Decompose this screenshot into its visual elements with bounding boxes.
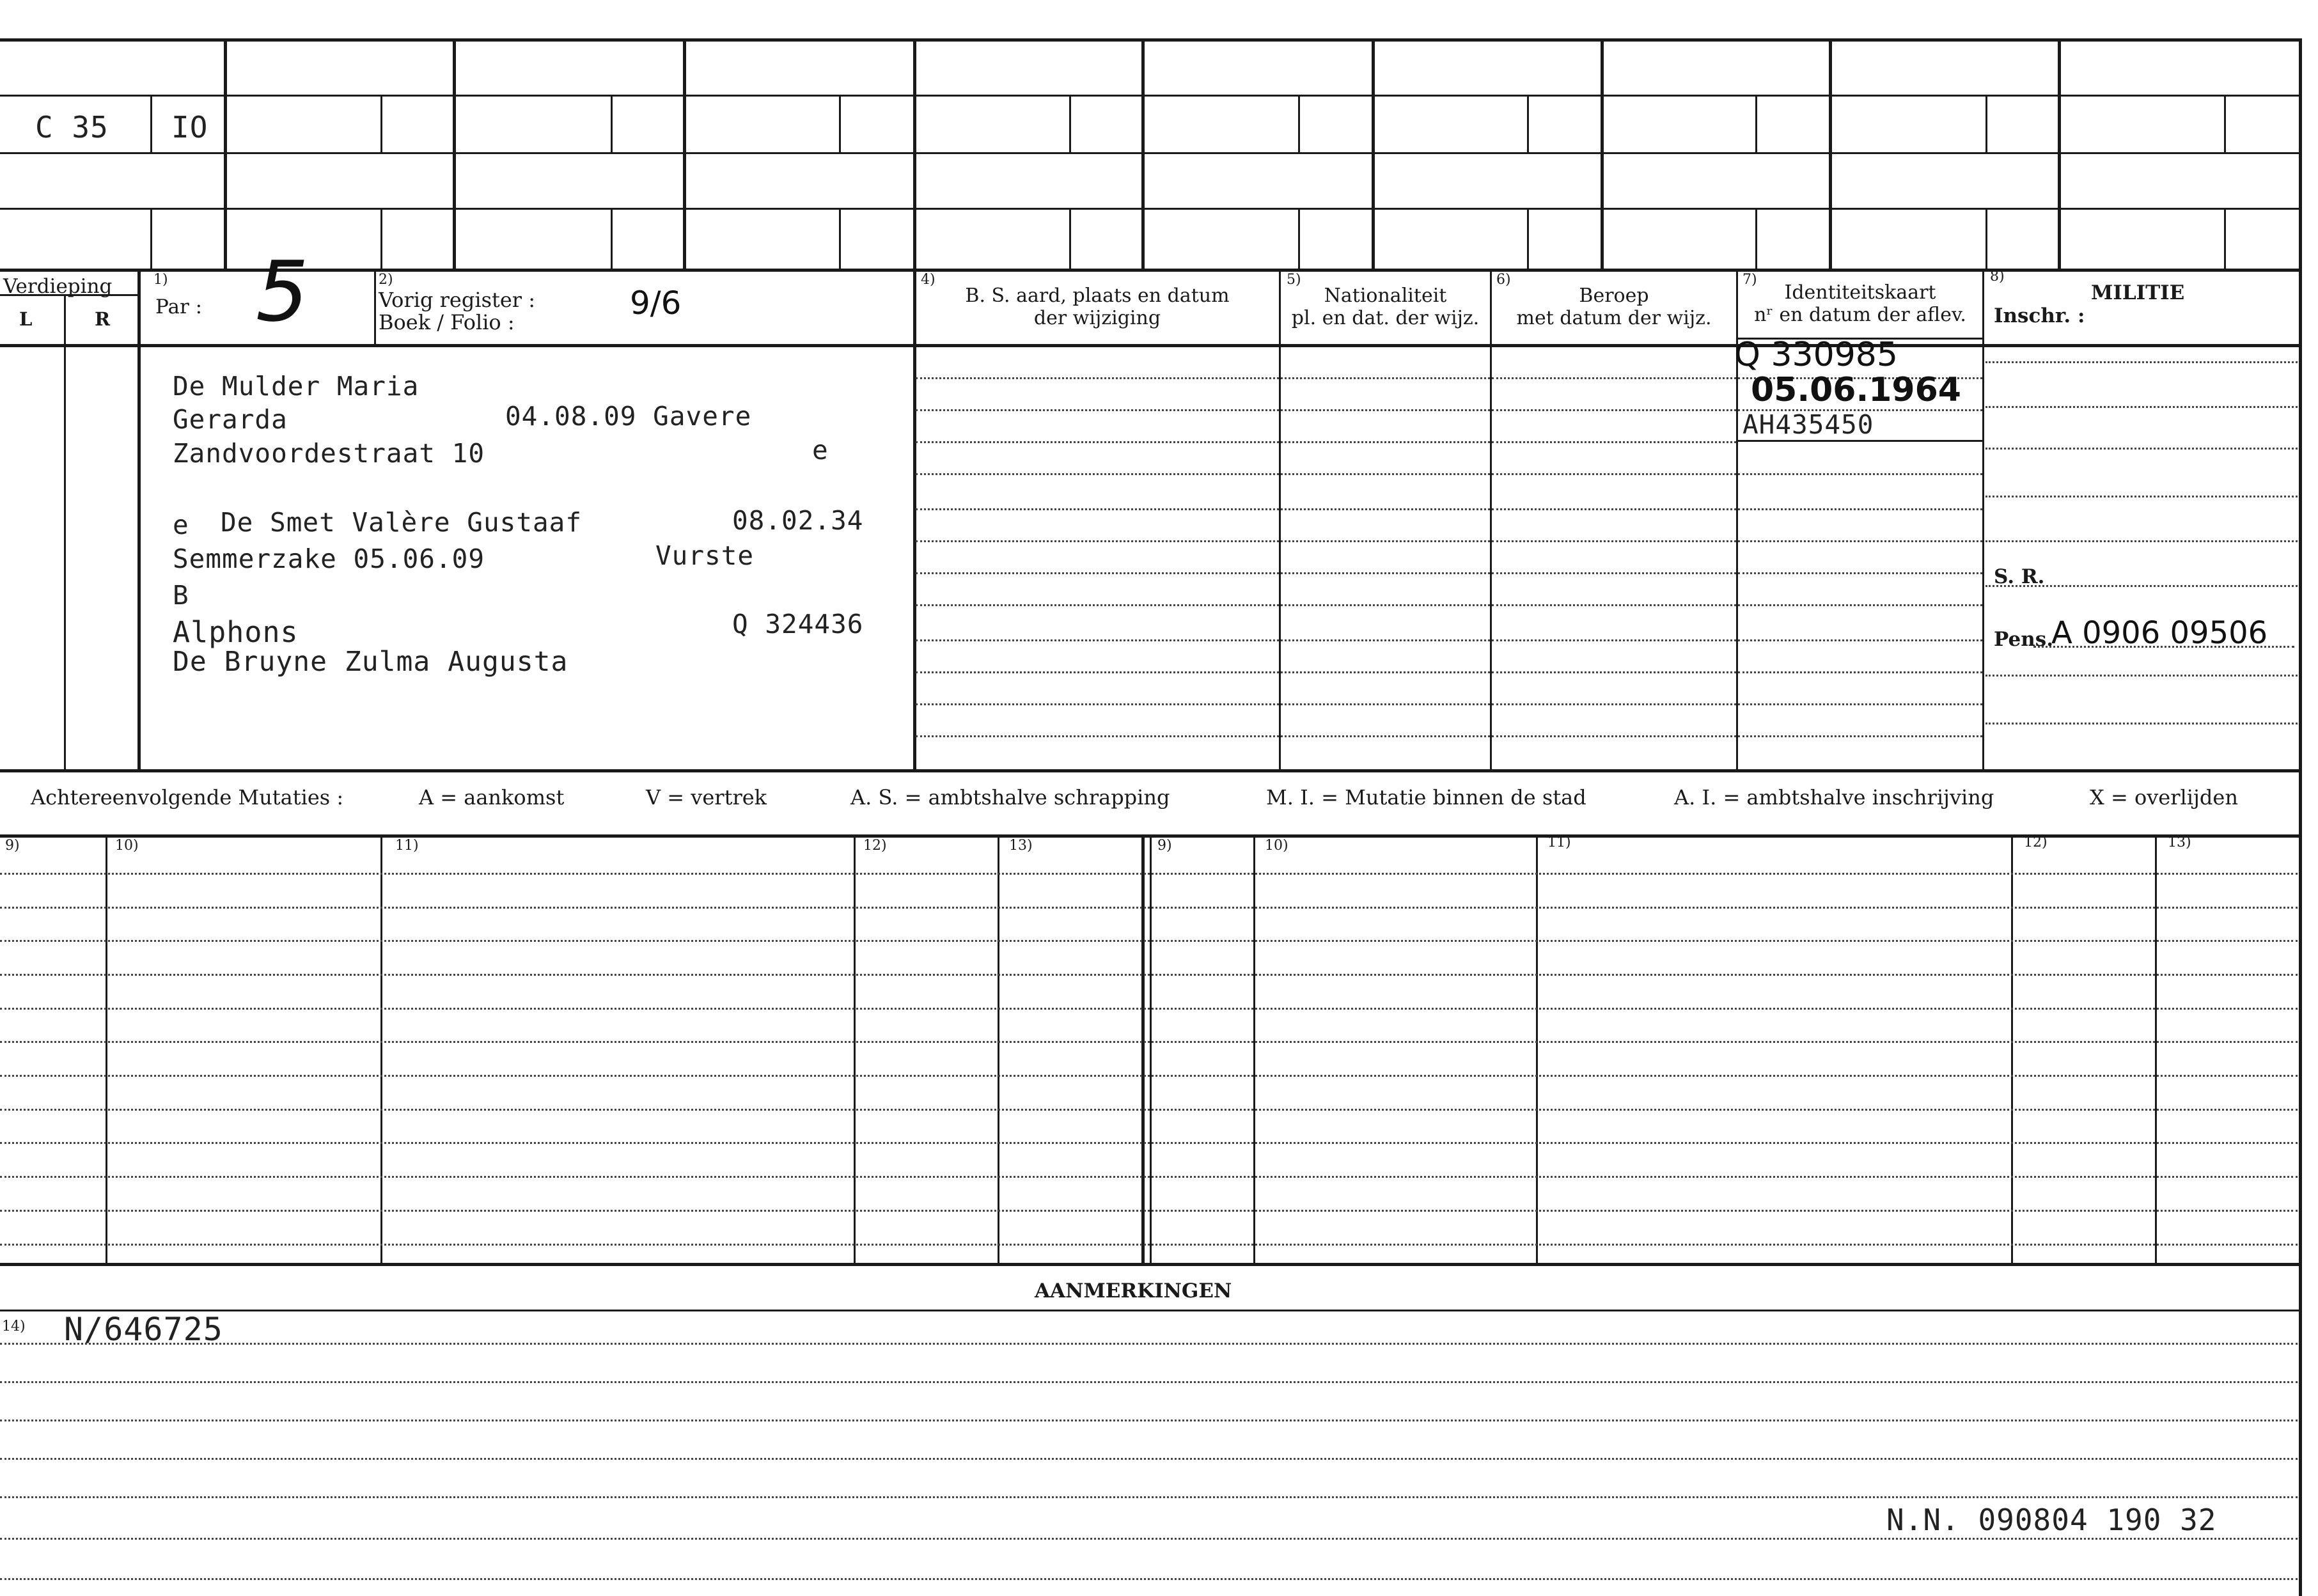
spouse-name: De Smet Valère Gustaaf: [221, 507, 583, 538]
remarks-number: 14): [2, 1318, 26, 1334]
boek-folio-label: Boek / Folio :: [379, 310, 515, 334]
code-c35: C 35: [35, 110, 109, 145]
mut-col13-left: 13): [1009, 838, 1033, 854]
col7-header: Identiteitskaart nʳ en datum der aflev.: [1754, 281, 1966, 326]
verdieping-r: R: [95, 308, 111, 330]
person-line-3-mark: e: [812, 435, 829, 465]
mut-col12-right: 12): [2024, 834, 2048, 850]
col6-number: 6): [1496, 272, 1511, 288]
militie-title: MILITIE: [2091, 281, 2185, 304]
pens-label: Pens.: [1994, 628, 2053, 651]
legend-schrapping: A. S. = ambtshalve schrapping: [850, 785, 1170, 810]
spouse-place: Semmerzake 05.06.09: [173, 544, 485, 574]
verdieping-l: L: [19, 308, 33, 330]
mut-col13-right: 13): [2168, 834, 2191, 850]
remarks-title: AANMERKINGEN: [1035, 1279, 1232, 1303]
par-label: Par :: [155, 295, 203, 318]
remarks-value: N/646725: [64, 1311, 223, 1348]
col1-number: 1): [153, 272, 168, 288]
legend-mutatie: M. I. = Mutatie binnen de stad: [1266, 785, 1586, 810]
sr-label: S. R.: [1994, 565, 2045, 588]
col2-number: 2): [379, 272, 393, 288]
mut-col11-left: 11): [395, 838, 419, 854]
mut-col11-right: 11): [1547, 834, 1571, 850]
legend-title: Achtereenvolgende Mutaties :: [31, 785, 344, 810]
inschr-label: Inschr. :: [1994, 304, 2085, 327]
code-io: IO: [171, 110, 208, 145]
col7-number: 7): [1742, 272, 1757, 288]
vorig-register-value: 9/6: [630, 285, 682, 322]
col4-number: 4): [921, 272, 936, 288]
person-line-3: Zandvoordestraat 10: [173, 438, 485, 469]
person-line-7: Alphons: [173, 615, 299, 649]
national-number: N.N. 090804 190 32: [1886, 1503, 2217, 1537]
par-value: 5: [256, 243, 309, 340]
mut-col9-left: 9): [5, 838, 20, 854]
identity-card-number: Q 330985: [1734, 336, 1898, 374]
mut-col10-left: 10): [115, 838, 139, 854]
legend-vertrek: V = vertrek: [646, 785, 767, 810]
person-line-8: De Bruyne Zulma Augusta: [173, 646, 568, 678]
vorig-register-label: Vorig register :: [379, 288, 536, 312]
pens-value: A 0906 09506: [2051, 615, 2268, 651]
spouse-mark: e: [173, 510, 189, 540]
person-line-6: B: [173, 580, 189, 611]
spouse-birthdate: 08.02.34: [732, 505, 864, 536]
col6-header: Beroep met datum der wijz.: [1516, 285, 1712, 329]
col4-header: B. S. aard, plaats en datum der wijziging: [965, 285, 1230, 329]
person-line-1: De Mulder Maria: [173, 371, 419, 402]
mut-col12-left: 12): [863, 838, 887, 854]
person-line-7-right: Q 324436: [732, 609, 864, 639]
col5-number: 5): [1287, 272, 1301, 288]
mut-col10-right: 10): [1265, 838, 1288, 854]
person-line-2: Gerarda: [173, 404, 288, 435]
col8-number: 8): [1990, 269, 2005, 285]
legend-aankomst: A = aankomst: [419, 785, 565, 810]
col5-header: Nationaliteit pl. en dat. der wijz.: [1291, 285, 1480, 329]
verdieping-label: Verdieping: [3, 275, 113, 298]
legend-overlijden: X = overlijden: [2090, 785, 2238, 810]
mut-col9-right: 9): [1157, 838, 1172, 854]
person-birth: 04.08.09 Gavere: [505, 401, 752, 432]
identity-card-date: 05.06.1964: [1751, 371, 1961, 409]
spouse-place-right: Vurste: [655, 540, 755, 571]
legend-inschrijving: A. I. = ambtshalve inschrijving: [1674, 785, 1994, 810]
identity-typed: AH435450: [1742, 409, 1874, 440]
